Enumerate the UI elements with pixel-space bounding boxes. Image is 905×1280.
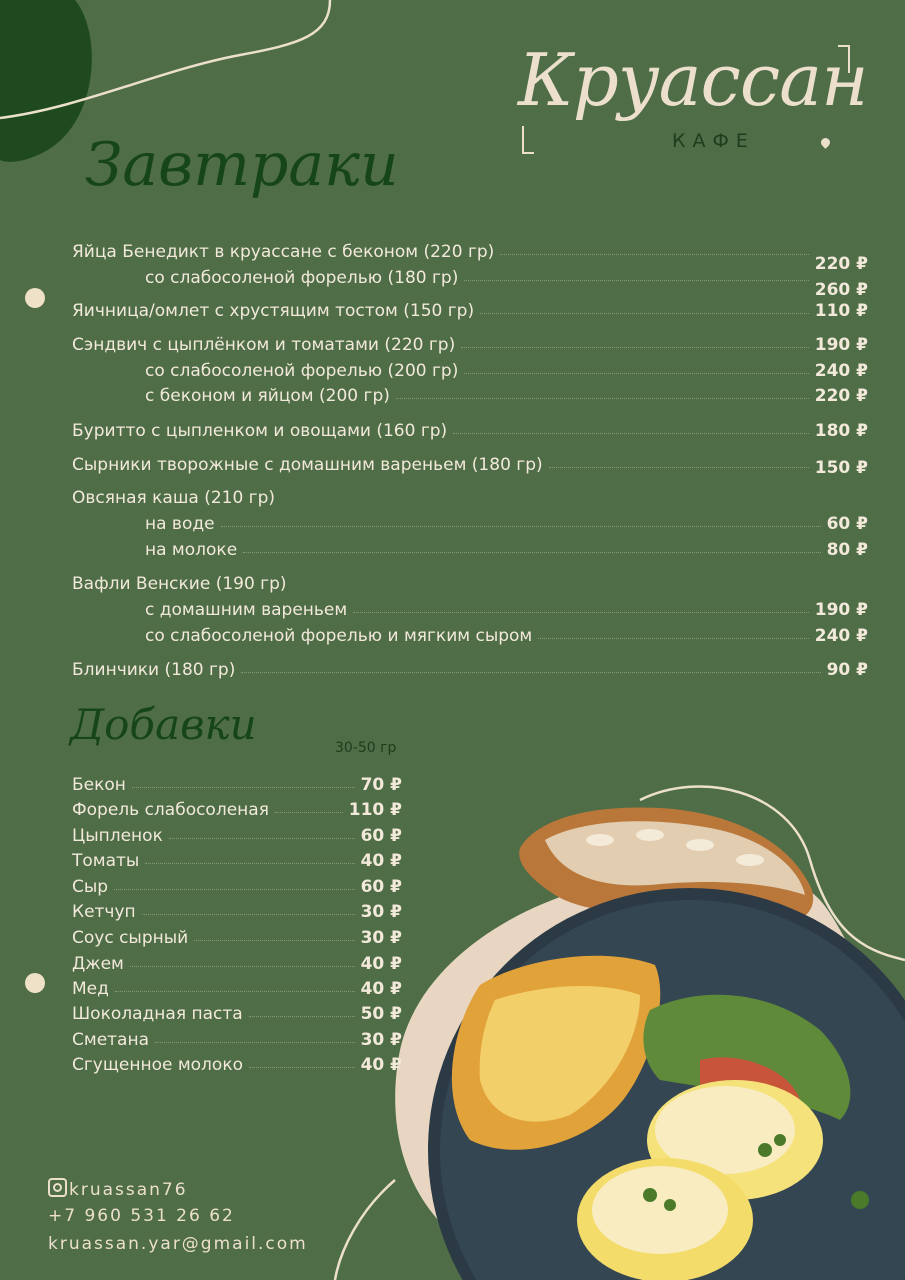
menu-item	[72, 421, 868, 441]
menu-item	[72, 242, 868, 274]
menu-item-heading	[72, 574, 287, 594]
dot-leader	[500, 253, 808, 255]
menu-item-price: 80 ₽	[826, 540, 868, 560]
addon-item-name: Мед	[72, 979, 109, 999]
dot-leader	[114, 888, 355, 890]
menu-item-name: со слабосоленой форелью (200 гр)	[145, 361, 459, 381]
addon-item-name: Бекон	[72, 775, 126, 795]
addon-item-name: Шоколадная паста	[72, 1004, 243, 1024]
email-contact[interactable]: kruassan.yar@gmail.com	[48, 1234, 308, 1254]
menu-item-price: 240 ₽	[814, 361, 868, 381]
menu-item-name: Сэндвич с цыплёнком и томатами (220 гр)	[72, 335, 456, 355]
dot-leader	[461, 346, 809, 348]
addon-item-name: Сгущенное молоко	[72, 1055, 243, 1075]
dot-leader	[396, 397, 809, 399]
menu-item	[145, 386, 868, 406]
logo-subtitle: КАФЕ	[672, 130, 755, 152]
addon-item-price: 110 ₽	[348, 800, 402, 820]
addon-item-name: Кетчуп	[72, 902, 136, 922]
dot-leader	[194, 939, 354, 941]
dot-leader	[353, 611, 809, 613]
addon-item-price: 70 ₽	[360, 775, 402, 795]
menu-item-name: на молоке	[145, 540, 238, 560]
addon-item-name: Цыпленок	[72, 826, 163, 846]
logo-wordmark: Круассан	[518, 38, 868, 122]
menu-item-price: 180 ₽	[814, 421, 868, 441]
menu-item-name: Яичница/омлет с хрустящим тостом (150 гр)	[72, 301, 475, 321]
menu-item-name: с беконом и яйцом (200 гр)	[145, 386, 390, 406]
addons-portion-note: 30-50 гр	[335, 740, 397, 756]
addon-item	[72, 954, 402, 974]
addon-item-name: Сметана	[72, 1030, 150, 1050]
menu-item-price: 60 ₽	[826, 514, 868, 534]
instagram-contact[interactable]	[48, 1178, 188, 1200]
addon-item	[72, 826, 402, 846]
menu-item-name: со слабосоленой форелью и мягким сыром	[145, 626, 533, 646]
menu-item	[145, 361, 868, 381]
menu-item-name: Буритто с цыпленком и овощами (160 гр)	[72, 421, 448, 441]
menu-item-price: 190 ₽	[814, 600, 868, 620]
menu-item-name: Яйца Бенедикт в круассане с беконом (220 гр)	[72, 242, 495, 262]
menu-item-name: на воде	[145, 514, 215, 534]
addon-item	[72, 1030, 402, 1050]
menu-item-name: с домашним вареньем	[145, 600, 348, 620]
menu-item	[72, 660, 868, 680]
addon-item	[72, 851, 402, 871]
dot-leader	[275, 811, 343, 813]
menu-item	[72, 455, 868, 478]
dot-leader	[549, 466, 809, 468]
addon-item-price: 40 ₽	[360, 979, 402, 999]
menu-item-name: Вафли Венские (190 гр)	[72, 574, 287, 594]
menu-item-price: 240 ₽	[814, 626, 868, 646]
dot-leader	[480, 312, 809, 314]
breakfast-title: Завтраки	[85, 130, 399, 200]
menu-item-price: 150 ₽	[814, 458, 868, 478]
logo-bracket-right	[838, 45, 850, 73]
addon-item-name: Соус сырный	[72, 928, 189, 948]
phone-contact[interactable]: +7 960 531 26 62	[48, 1206, 235, 1226]
addon-item	[72, 775, 402, 795]
menu-item-price: 220 ₽	[814, 386, 868, 406]
dot-leader	[464, 372, 808, 374]
menu-item-heading	[72, 488, 275, 508]
dot-leader	[249, 1015, 355, 1017]
addon-item	[72, 902, 402, 922]
menu-item	[72, 301, 868, 321]
menu-item	[72, 335, 868, 355]
menu-item	[145, 268, 868, 300]
logo-bracket-left	[522, 126, 534, 154]
dot-leader	[142, 913, 355, 915]
addon-item	[72, 1055, 402, 1075]
menu-item	[145, 540, 868, 560]
menu-item	[145, 514, 868, 534]
instagram-handle: kruassan76	[69, 1180, 188, 1200]
dot-leader	[132, 786, 355, 788]
menu-item	[145, 626, 868, 646]
dot-leader	[145, 862, 354, 864]
addon-item-name: Томаты	[72, 851, 140, 871]
dot-leader	[221, 525, 821, 527]
dot-leader	[538, 637, 809, 639]
addon-item-name: Сыр	[72, 877, 109, 897]
dot-leader	[243, 551, 820, 553]
menu-item-name: Блинчики (180 гр)	[72, 660, 236, 680]
dot-leader	[453, 432, 809, 434]
addon-item-price: 40 ₽	[360, 1055, 402, 1075]
addon-item-price: 30 ₽	[360, 902, 402, 922]
dot-leader	[241, 671, 820, 673]
dot-leader	[115, 990, 355, 992]
bullet-dot	[25, 288, 45, 308]
addon-item-price: 40 ₽	[360, 954, 402, 974]
menu-item-name: Сырники творожные с домашним вареньем (180 гр)	[72, 455, 543, 475]
menu-item-price: 190 ₽	[814, 335, 868, 355]
addon-item-price: 60 ₽	[360, 877, 402, 897]
instagram-icon	[48, 1178, 67, 1197]
addon-item-price: 30 ₽	[360, 928, 402, 948]
menu-item-name: со слабосоленой форелью (180 гр)	[145, 268, 459, 288]
green-blob	[0, 0, 92, 162]
dot-leader	[464, 279, 808, 281]
addon-item	[72, 800, 402, 820]
menu-item-price: 260 ₽	[814, 280, 868, 300]
menu-item-name: Овсяная каша (210 гр)	[72, 488, 276, 508]
addon-item	[72, 1004, 402, 1024]
addon-item-name: Форель слабосоленая	[72, 800, 269, 820]
dot-leader	[169, 837, 355, 839]
addon-item-price: 30 ₽	[360, 1030, 402, 1050]
menu-item	[145, 600, 868, 620]
addon-item-price: 60 ₽	[360, 826, 402, 846]
bullet-dot	[25, 973, 45, 993]
addon-item-name: Джем	[72, 954, 124, 974]
menu-item-price: 220 ₽	[814, 254, 868, 274]
addon-item	[72, 877, 402, 897]
menu-item-price: 90 ₽	[826, 660, 868, 680]
menu-item-price: 110 ₽	[814, 301, 868, 321]
cream-curve-bottom	[335, 1180, 395, 1280]
addon-item	[72, 979, 402, 999]
dot-leader	[155, 1041, 355, 1043]
addons-title: Добавки	[70, 700, 257, 749]
dot-leader	[249, 1066, 355, 1068]
addon-item-price: 50 ₽	[360, 1004, 402, 1024]
addon-item-price: 40 ₽	[360, 851, 402, 871]
dot-leader	[130, 965, 355, 967]
addon-item	[72, 928, 402, 948]
